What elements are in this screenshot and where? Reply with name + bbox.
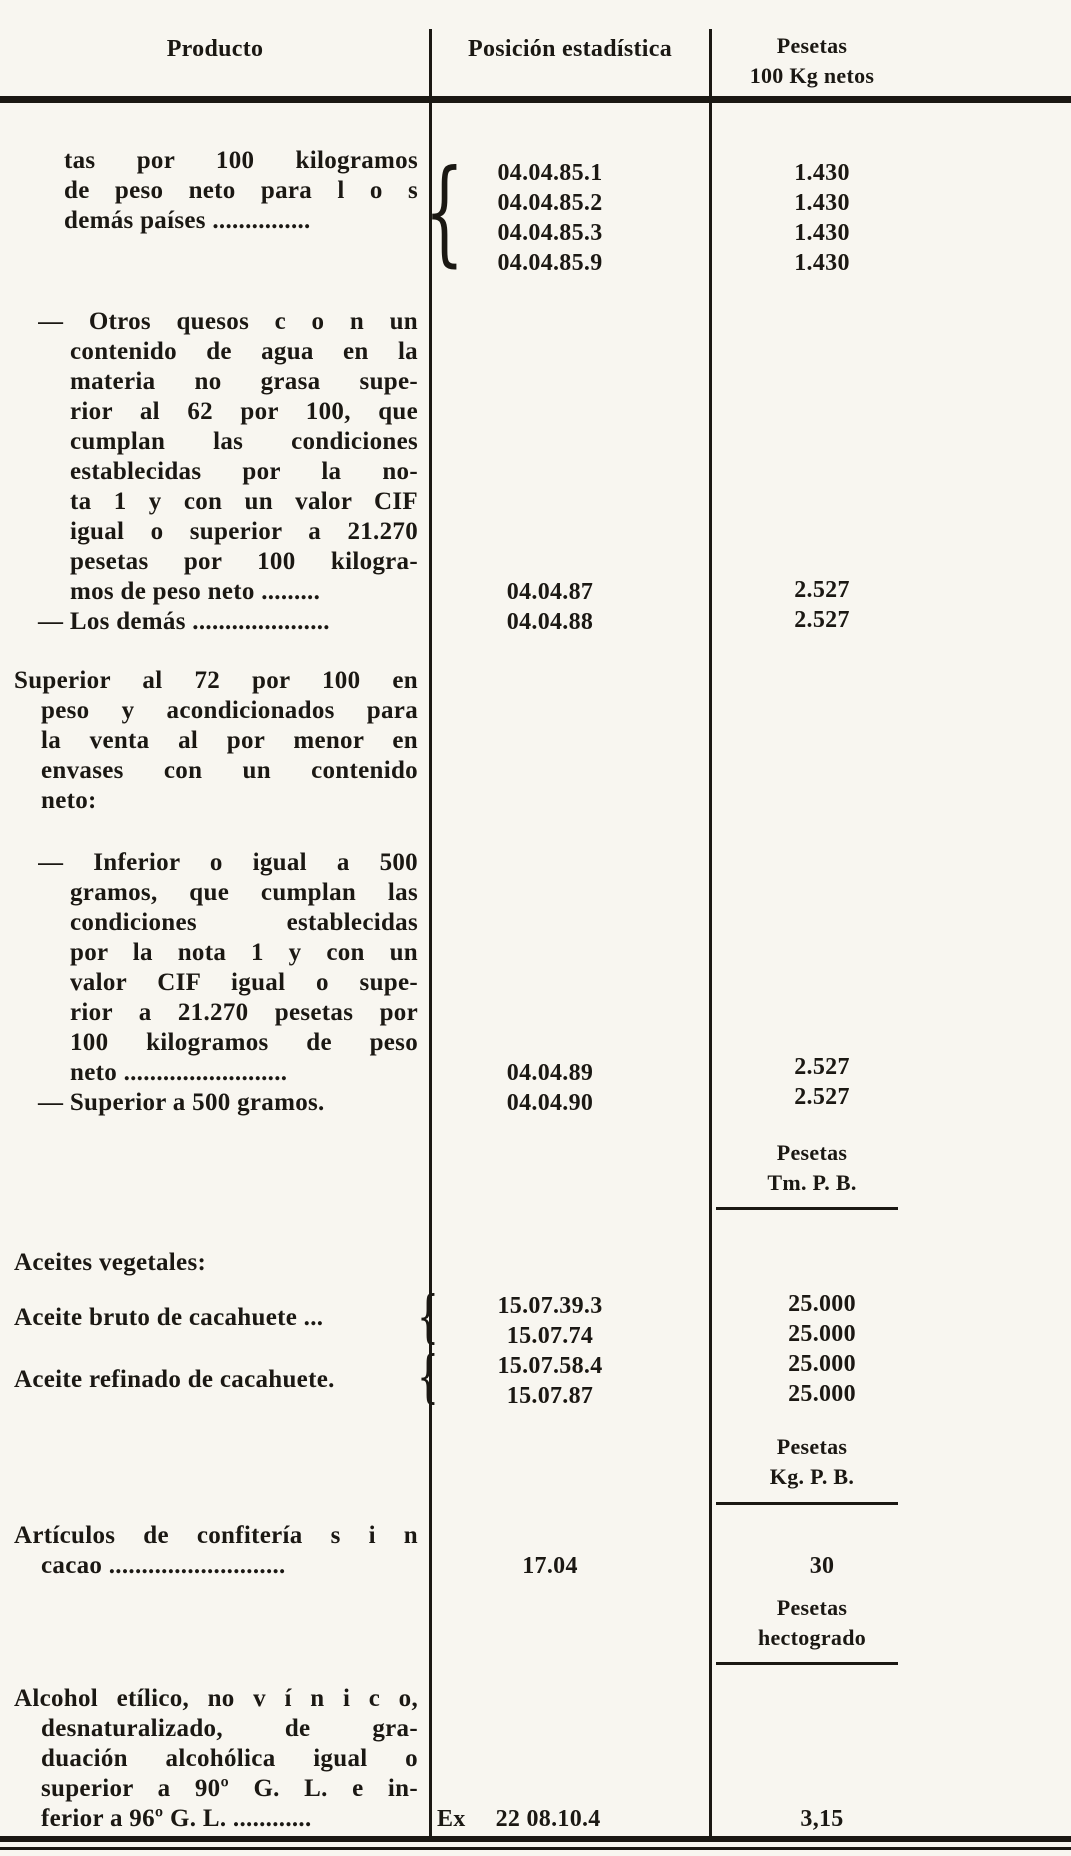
product-line: gramos, que cumplan las: [70, 879, 418, 906]
statistical-code: 04.04.87: [506, 579, 594, 605]
pesetas-label: Pesetas: [776, 1140, 848, 1165]
statistical-code: 17.04: [522, 1553, 578, 1579]
price-values-group: [722, 1804, 922, 1834]
price-value: 25.000: [788, 1351, 856, 1377]
price-value: 25.000: [788, 1291, 856, 1317]
product-line: demás países ...............: [64, 207, 311, 234]
price-values-group: [722, 158, 922, 278]
price-value: 25.000: [788, 1321, 856, 1347]
statistical-codes-group: [445, 1058, 655, 1118]
product-paragraph-inferior-500: [38, 848, 418, 1118]
statistical-code: 04.04.90: [506, 1090, 594, 1116]
product-line: superior a 90º G. L. e in-: [41, 1775, 418, 1802]
price-value: 1.430: [794, 250, 850, 276]
product-line: cumplan las condiciones: [70, 428, 418, 455]
price-values-group: [722, 1551, 922, 1581]
statistical-codes-group: [445, 1551, 655, 1581]
product-line: contenido de agua en la: [70, 338, 418, 365]
product-line: condiciones establecidas: [70, 909, 418, 936]
column-divider-left: [429, 29, 432, 1836]
statistical-code: 15.07.87: [506, 1383, 594, 1409]
pesetas-unit-label: hectogrado: [757, 1625, 867, 1650]
price-value: 2.527: [794, 1054, 850, 1080]
product-line: Superior al 72 por 100 en: [14, 667, 418, 694]
bottom-double-rule: [0, 1836, 1071, 1850]
price-values-group: [722, 1052, 922, 1112]
statistical-codes-group: [445, 1291, 655, 1411]
product-line: neto .........................: [70, 1059, 288, 1086]
section-heading-aceites: [14, 1248, 418, 1278]
price-value: 2.527: [794, 1084, 850, 1110]
product-line: Aceite bruto de cacahuete ...: [14, 1304, 324, 1331]
unit-subheader-pesetas-tm: [712, 1138, 912, 1198]
subheader-rule: [716, 1207, 898, 1210]
statistical-code: 04.04.85.9: [497, 250, 603, 276]
price-value: 2.527: [794, 607, 850, 633]
product-line: materia no grasa supe-: [70, 368, 418, 395]
price-value: 25.000: [788, 1381, 856, 1407]
statistical-code: 15.07.74: [506, 1323, 594, 1349]
statistical-codes-group: [445, 577, 655, 637]
pesetas-unit-label: Kg. P. B.: [769, 1464, 855, 1489]
product-line: pesetas por 100 kilogra-: [70, 548, 418, 575]
product-line: rior al 62 por 100, que: [70, 398, 418, 425]
pesetas-label: Pesetas: [776, 1595, 848, 1620]
product-line: — Los demás .....................: [38, 608, 330, 635]
statistical-codes-group: [445, 158, 655, 278]
product-line: — Superior a 500 gramos.: [38, 1089, 325, 1116]
brace-icon: {: [424, 145, 465, 278]
statistical-code: 04.04.88: [506, 609, 594, 635]
subheader-rule: [716, 1662, 898, 1665]
header-rule: [0, 96, 1071, 103]
product-line: ferior a 96º G. L. ............: [41, 1805, 312, 1832]
column-header-posicion-estadistica: Posición estadística: [468, 36, 672, 62]
statistical-code: 15.07.58.4: [497, 1353, 603, 1379]
price-value: 3,15: [800, 1806, 844, 1832]
subheader-rule: [716, 1502, 898, 1505]
statistical-code: 04.04.89: [506, 1060, 594, 1086]
product-line: — Otros quesos c o n un: [38, 308, 418, 335]
product-line: establecidas por la no-: [70, 458, 418, 485]
statistical-code-group-ex: [437, 1804, 677, 1834]
price-value: 30: [809, 1553, 835, 1579]
statistical-code: 04.04.85.3: [497, 220, 603, 246]
product-line: ta 1 y con un valor CIF: [70, 488, 418, 515]
code-prefix: Ex: [437, 1806, 466, 1832]
product-paragraph-superior-72: [14, 666, 418, 816]
column-header-pesetas: [712, 31, 912, 91]
product-line-aceite-bruto: [14, 1303, 418, 1333]
price-value: 1.430: [794, 160, 850, 186]
brace-icon: {: [417, 1285, 439, 1350]
product-paragraph-otros-quesos: [38, 307, 418, 637]
unit-subheader-pesetas-kg: [712, 1432, 912, 1492]
product-line: duación alcohólica igual o: [41, 1745, 418, 1772]
product-line: envases con un contenido: [41, 757, 418, 784]
statistical-code: 15.07.39.3: [497, 1293, 603, 1319]
pesetas-label: Pesetas: [776, 1434, 848, 1459]
column-header-producto: Producto: [166, 36, 264, 62]
unit-subheader-pesetas-hectogrado: [712, 1593, 912, 1653]
price-value: 1.430: [794, 190, 850, 216]
product-line: de peso neto para l o s: [64, 177, 418, 204]
product-line: Alcohol etílico, no v í n i c o,: [14, 1685, 418, 1712]
pesetas-label: Pesetas: [776, 33, 848, 58]
statistical-code: 22 08.10.4: [495, 1806, 601, 1832]
product-line: desnaturalizado, de gra-: [41, 1715, 418, 1742]
product-line-aceite-refinado: [14, 1365, 418, 1395]
product-paragraph-alcohol: [14, 1684, 418, 1834]
statistical-code: 04.04.85.1: [497, 160, 603, 186]
product-line: valor CIF igual o supe-: [70, 969, 418, 996]
product-line: Aceite refinado de cacahuete.: [14, 1366, 335, 1393]
product-line: mos de peso neto .........: [70, 578, 321, 605]
price-value: 1.430: [794, 220, 850, 246]
product-line: por la nota 1 y con un: [70, 939, 418, 966]
column-divider-right: [709, 29, 712, 1836]
statistical-code: 04.04.85.2: [497, 190, 603, 216]
price-value: 2.527: [794, 577, 850, 603]
product-line: cacao ...........................: [41, 1552, 286, 1579]
product-line: 100 kilogramos de peso: [70, 1029, 418, 1056]
product-line: neto:: [41, 787, 97, 814]
pesetas-unit-label: Tm. P. B.: [767, 1170, 857, 1195]
product-line: — Inferior o igual a 500: [38, 849, 418, 876]
price-values-group: [722, 1289, 922, 1409]
pesetas-unit-label: 100 Kg netos: [749, 63, 875, 88]
brace-icon: {: [417, 1345, 439, 1410]
product-paragraph-confiteria: [14, 1521, 418, 1581]
section-heading: Aceites vegetales:: [14, 1249, 207, 1276]
product-line: peso y acondicionados para: [41, 697, 418, 724]
product-line: igual o superior a 21.270: [70, 518, 418, 545]
product-line: la venta al por menor en: [41, 727, 418, 754]
product-line: rior a 21.270 pesetas por: [70, 999, 418, 1026]
price-values-group: [722, 575, 922, 635]
product-line: tas por 100 kilogramos: [64, 147, 418, 174]
product-line: Artículos de confitería s i n: [14, 1522, 418, 1549]
product-paragraph-continuation: [64, 146, 418, 236]
